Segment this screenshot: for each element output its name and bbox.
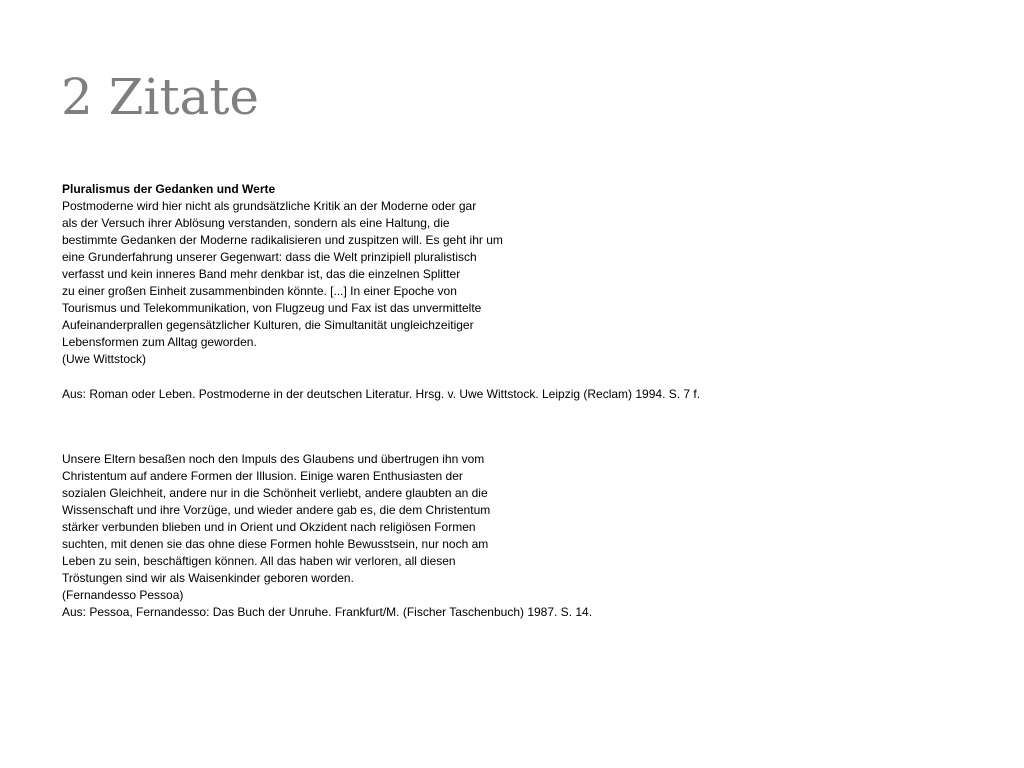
slide-title: 2 Zitate (61, 68, 260, 126)
quote-line: Lebensformen zum Alltag geworden. (62, 335, 257, 349)
quote-line: Wissenschaft und ihre Vorzüge, und wieder andere gab es, die dem Christentum (62, 503, 491, 517)
quote-line: Aufeinanderprallen gegensätzlicher Kulturen, die Simultanität ungleichzeitiger (62, 318, 474, 332)
source-citation: Aus: Roman oder Leben. Postmoderne in der deutschen Literatur. Hrsg. v. Uwe Wittstock. Leipzig (Reclam) 1994. S. 7 f. (62, 387, 701, 401)
quote-author: (Fernandesso Pessoa) (62, 588, 184, 602)
quote-line: zu einer großen Einheit zusammenbinden könnte. [...] In einer Epoche von (62, 284, 457, 298)
quote-line: Tröstungen sind wir als Waisenkinder geboren worden. (62, 571, 354, 585)
source-citation: Aus: Pessoa, Fernandesso: Das Buch der Unruhe. Frankfurt/M. (Fischer Taschenbuch) 1987. S. 14. (62, 605, 593, 619)
quote-line: Postmoderne wird hier nicht als grundsätzliche Kritik an der Moderne oder gar (62, 199, 477, 213)
quote-line: eine Grunderfahrung unserer Gegenwart: dass die Welt prinzipiell pluralistisch (62, 250, 477, 264)
quote-line: Tourismus und Telekommunikation, von Flugzeug und Fax ist das unvermittelte (62, 301, 482, 315)
quote-line: Unsere Eltern besaßen noch den Impuls des Glaubens und übertrugen ihn vom (62, 452, 485, 466)
quote-author: (Uwe Wittstock) (62, 352, 146, 366)
quote-line: Leben zu sein, beschäftigen können. All das haben wir verloren, all diesen (62, 554, 456, 568)
quote-block-wittstock (62, 181, 962, 368)
quote-line: verfasst und kein inneres Band mehr denkbar ist, das die einzelnen Splitter (62, 267, 461, 281)
quote-line: suchten, mit denen sie das ohne diese Formen hohle Bewusstsein, nur noch am (62, 537, 489, 551)
quote-line: stärker verbunden blieben und in Orient und Okzident nach religiösen Formen (62, 520, 476, 534)
quote-line: als der Versuch ihrer Ablösung verstanden, sondern als eine Haltung, die (62, 216, 450, 230)
quote-line: bestimmte Gedanken der Moderne radikalisieren und zuspitzen will. Es geht ihr um (62, 233, 503, 247)
quote-source-wittstock (62, 386, 962, 403)
quote-block-pessoa (62, 451, 962, 621)
quote-heading: Pluralismus der Gedanken und Werte (62, 182, 276, 196)
quote-line: Christentum auf andere Formen der Illusion. Einige waren Enthusiasten der (62, 469, 463, 483)
quote-line: sozialen Gleichheit, andere nur in die Schönheit verliebt, andere glaubten an die (62, 486, 488, 500)
